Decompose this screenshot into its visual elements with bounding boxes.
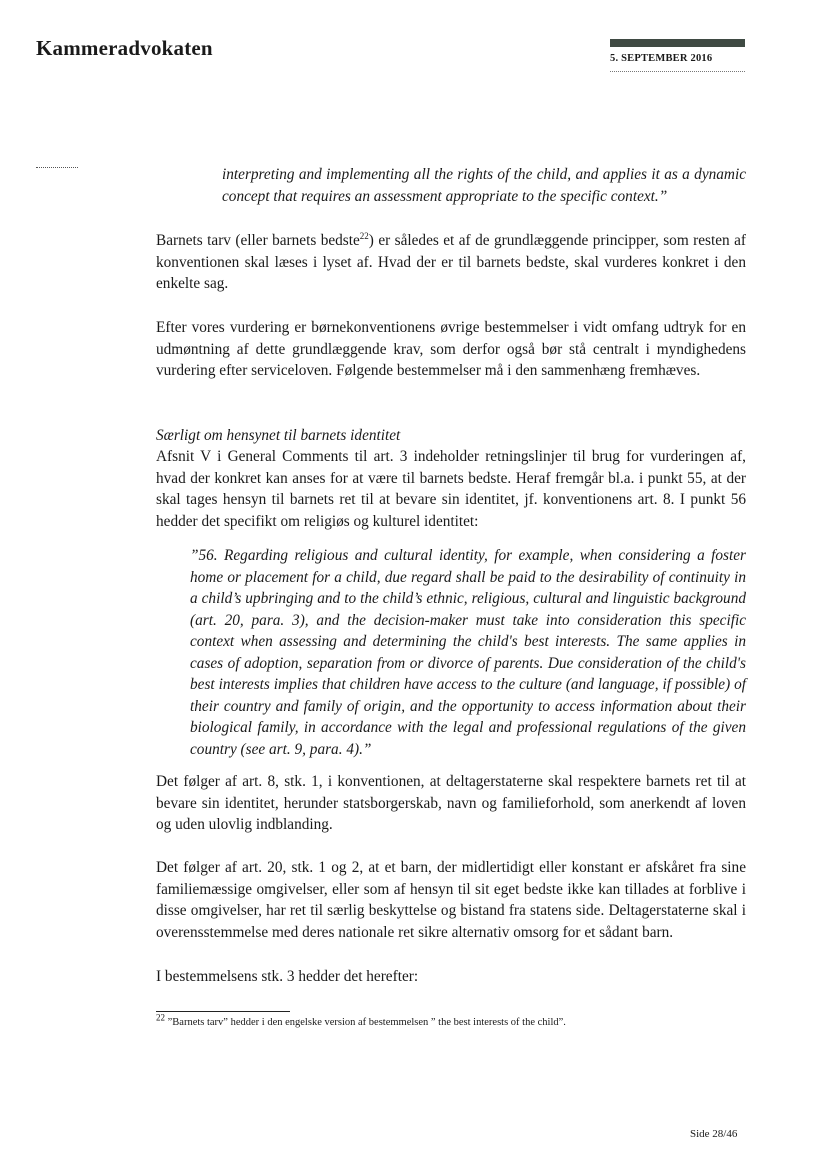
header-dotted-rule (610, 71, 745, 72)
quote-paragraph-56: ”56. Regarding religious and cultural identity, for example, when considering a foster home or placement for a child, due regard shall be paid to the desirability of continuity in a child’s upbringing and to the child’s ethnic, religious, cultural and linguistic background (art. 20, para. 3), and the decision-maker must take into consideration this specific context when assessing and determining the child's best interests. The same applies in cases of adoption, separation from or divorce of parents. Due consideration of the child's best interests implies that children have access to the culture (and language, if possible) of their country and family of origin, and the opportunity to access information about their biological family, in accordance with the legal and professional regulations of the given country (see art. 9, para. 4).” (190, 547, 746, 758)
paragraph-efter-vores-vurdering: Efter vores vurdering er børnekonventionens øvrige bestemmelser i vidt omfang udtryk for en udmøntning af dette grundlæggende krav, som derfor også bør stå centralt i myndighedens vurdering efter serviceloven. Følgende bestemmelser må i den sammenhæng fremhæves. (156, 319, 746, 379)
header-bar (610, 39, 745, 47)
footnote-number: 22 (156, 1012, 165, 1023)
quote-continuation: interpreting and implementing all the rights of the child, and applies it as a dynamic concept that requires an assessment appropriate to the specific context.” (222, 166, 746, 205)
footnote-22 (156, 1012, 746, 1030)
margin-dotted-rule (36, 167, 78, 168)
document-date: 5. SEPTEMBER 2016 (610, 53, 713, 64)
footnote-ref: 22 (359, 230, 369, 241)
page-number: Side 28/46 (690, 1128, 738, 1140)
paragraph-art-20: Det følger af art. 20, stk. 1 og 2, at et barn, der midlertidigt eller konstant er afskåret fra sine familiemæssige omgivelser, eller som af hensyn til sit eget bedste ikke kan tillades at forblive i disse omgivelser, har ret til særlig beskyttelse og bistand fra statens side. Deltagerstaterne skal i overensstemmelse med deres nationale ret sikre alternativ omsorg for et sådant barn. (156, 859, 746, 941)
paragraph-text: ) er således et af de grundlæggende principper, som resten af konventionen skal læses i lyset af. Hvad der er til barnets bedste, skal vurderes konkret i den enkelte sag. (156, 232, 747, 292)
paragraph-stk-3: I bestemmelsens stk. 3 hedder det herefter: (156, 968, 419, 985)
section-heading: Særligt om hensynet til barnets identitet (156, 427, 401, 444)
footnote-text: ”Barnets tarv” hedder i den engelske version af bestemmelsen ” the best interests of the child”. (165, 1017, 566, 1028)
paragraph-afsnit-v: Afsnit V i General Comments til art. 3 indeholder retningslinjer til brug for vurderingen af, hvad der konkret kan anses for at være til barnets bedste. Heraf fremgår bl.a. i punkt 55, at der skal tages hensyn til barnets ret til at bevare sin identitet, jf. konventionens art. 8. I punkt 56 hedder det specifikt om religiøs og kulturel identitet: (156, 448, 746, 530)
paragraph-text: Barnets tarv (eller barnets bedste (156, 232, 360, 249)
paragraph-barnets-tarv (156, 230, 746, 295)
footnote-divider (156, 1011, 290, 1012)
paragraph-art-8: Det følger af art. 8, stk. 1, i konventionen, at deltagerstaterne skal respektere barnets ret til at bevare sin identitet, herunder statsborgerskab, navn og familieforhold, som anerkendt af loven og uden ulovlig indblanding. (156, 773, 746, 833)
kammeradvokaten-logo: Kammeradvokaten (36, 36, 213, 60)
